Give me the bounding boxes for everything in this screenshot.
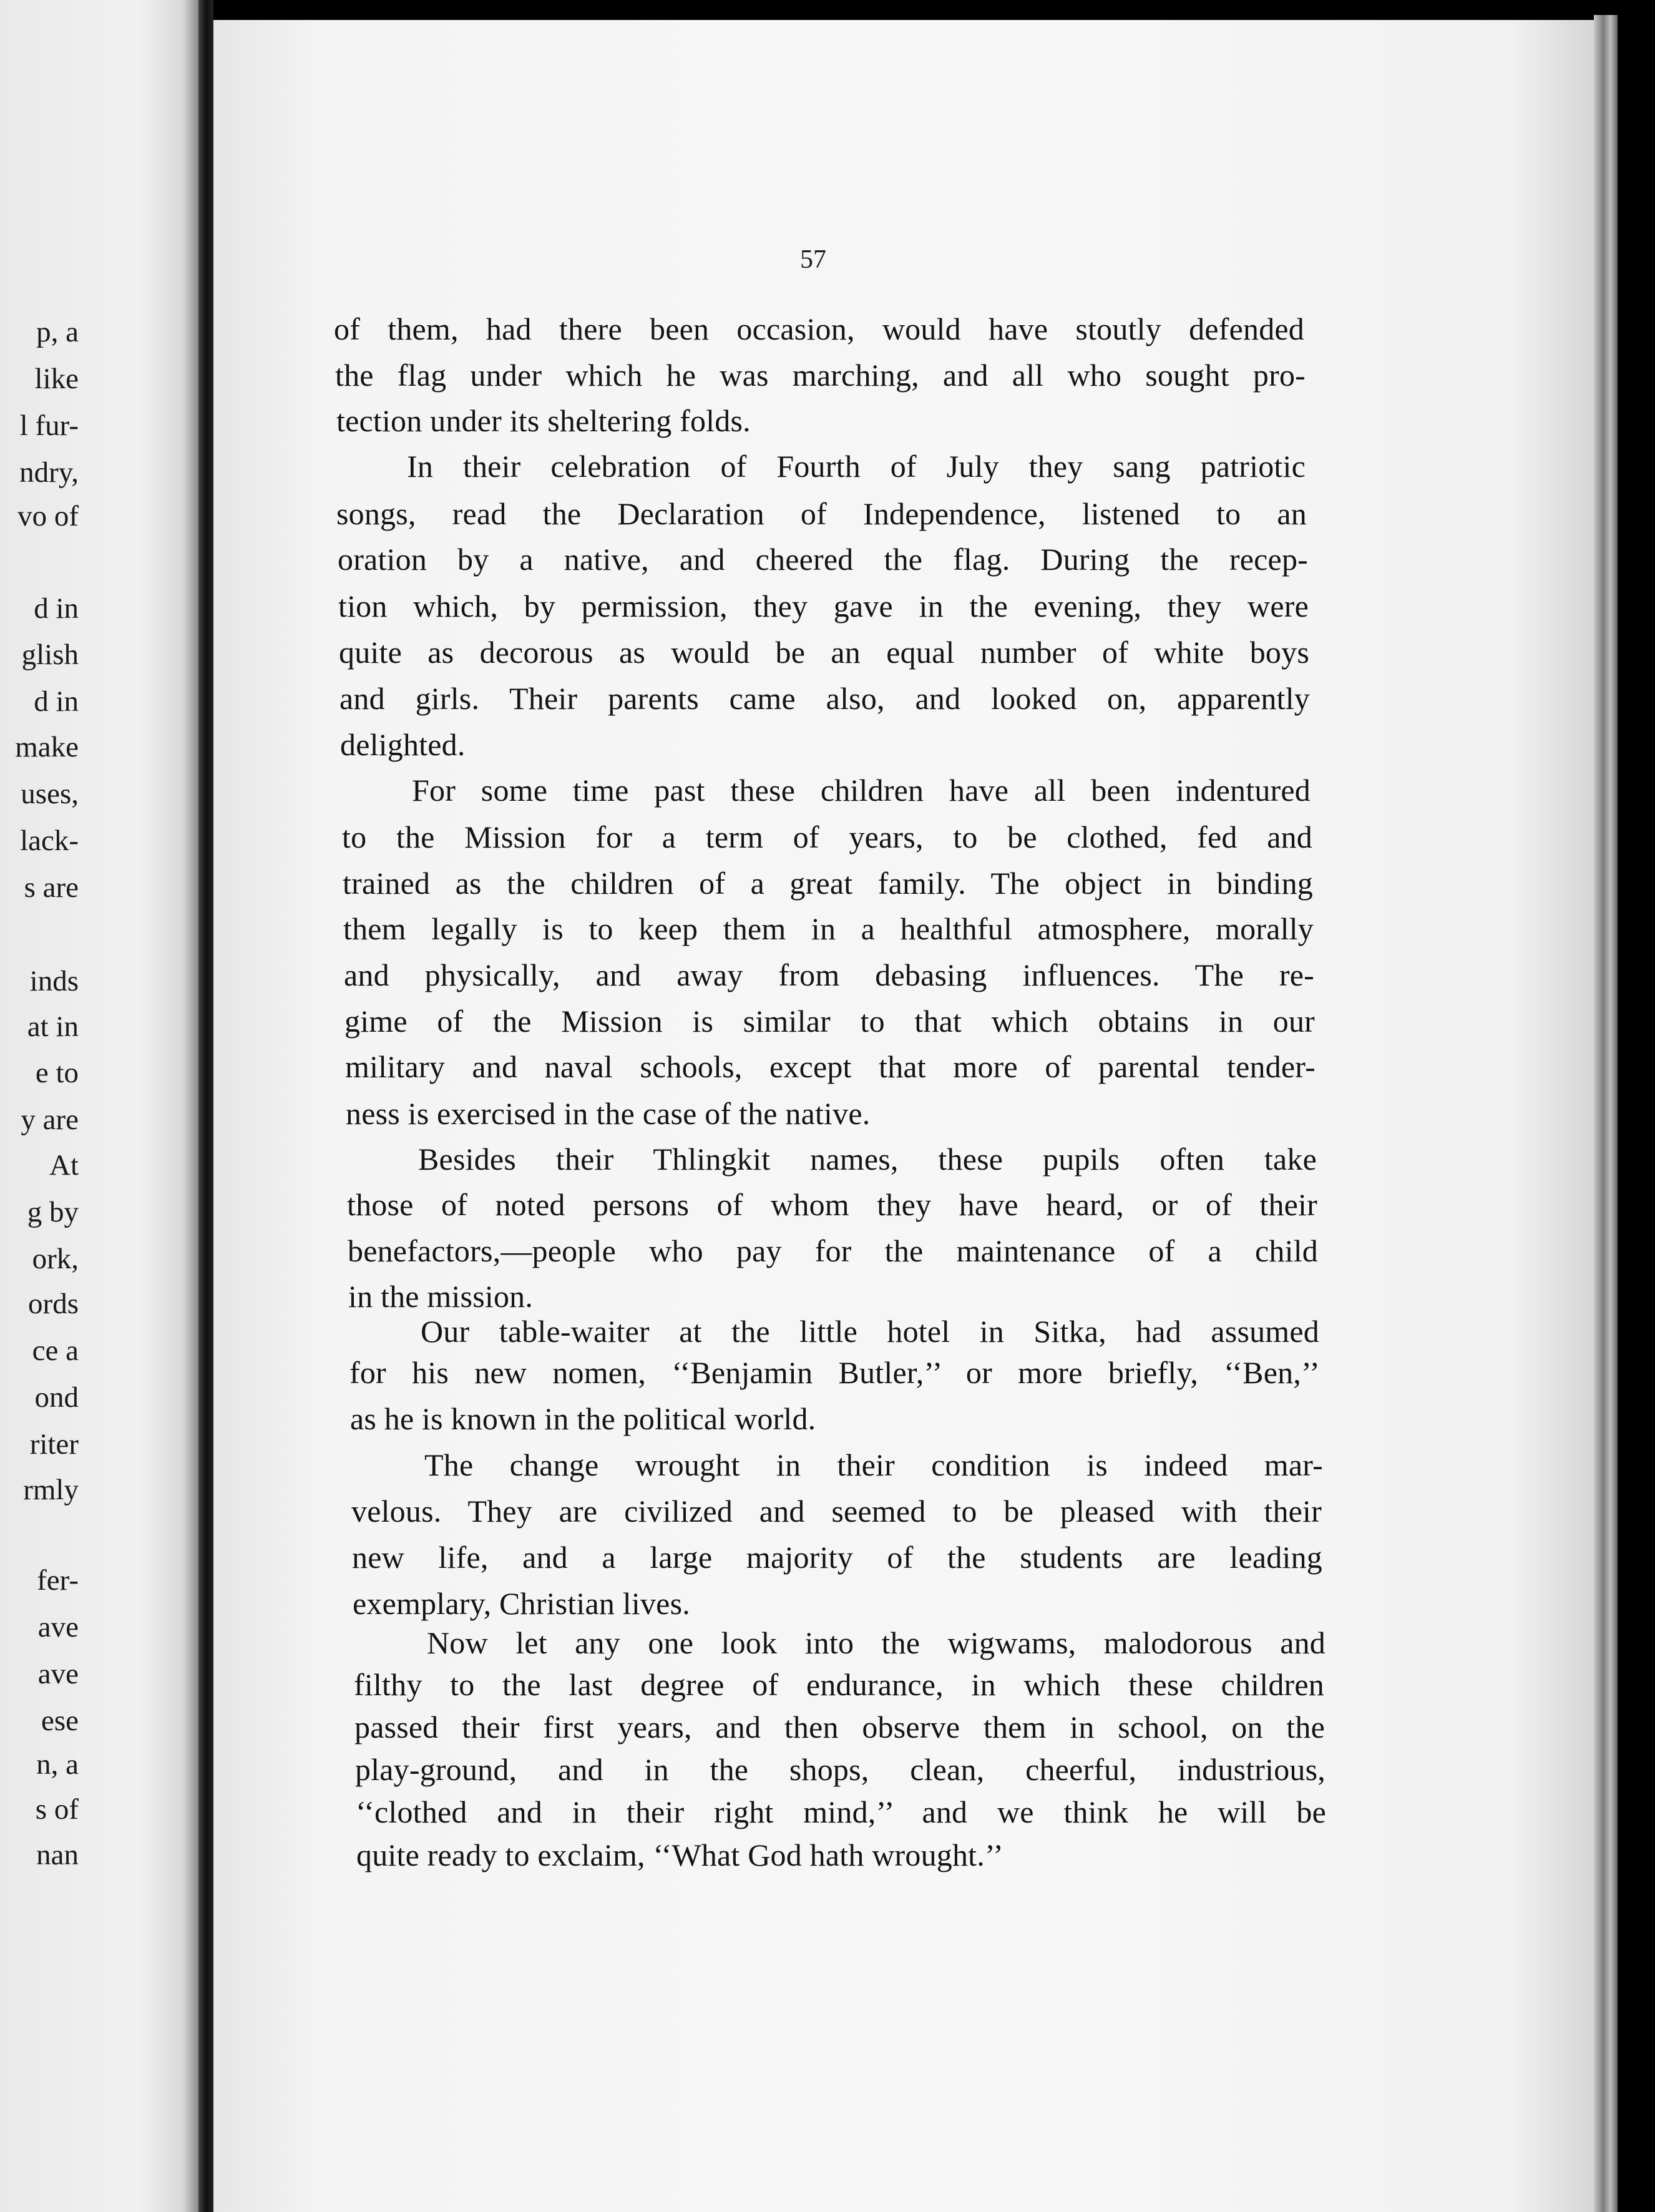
left-page-fragment: nan [36, 1839, 79, 1871]
text-line: In their celebration of Fourth of July they sang patriotic [407, 449, 1306, 484]
left-page-fragment: s of [35, 1793, 79, 1826]
text-line: gime of the Mission is similar to that which obtains in our [344, 1004, 1315, 1039]
text-line: and girls. Their parents came also, and looked on, apparently [339, 681, 1310, 716]
text-line: tection under its sheltering folds. [336, 403, 751, 438]
text-line: as he is known in the political world. [350, 1401, 816, 1436]
left-page-fragment: glish [21, 639, 79, 671]
text-line: tion which, by permission, they gave in the evening, they were [338, 589, 1309, 624]
text-line: The change wrought in their condition is indeed mar- [424, 1447, 1323, 1482]
left-page-fragment: At [49, 1149, 79, 1182]
text-line: of them, had there been occasion, would have stoutly defended [334, 311, 1304, 346]
text-line: those of noted persons of whom they have heard, or of their [347, 1187, 1317, 1222]
left-page-fragment: p, a [36, 316, 79, 348]
text-line: filthy to the last degree of endurance, in which these children [354, 1667, 1324, 1702]
text-line: benefactors,—people who pay for the maintenance of a child [348, 1233, 1318, 1268]
book-gutter [198, 0, 213, 2212]
left-page-fragment: ond [34, 1381, 79, 1414]
left-page-fragment: s are [24, 871, 79, 904]
page-edge [1594, 15, 1618, 2212]
text-line: Our table-waiter at the little hotel in Sitka, had assumed [421, 1314, 1319, 1349]
text-line: play-ground, and in the shops, clean, cheerful, industrious, [355, 1752, 1325, 1787]
text-line: passed their first years, and then observe them in school, on the [354, 1710, 1325, 1745]
left-page-fragment: lack- [20, 825, 79, 857]
left-page-fragment: d in [34, 685, 79, 718]
text-line: ness is exercised in the case of the native. [346, 1096, 871, 1131]
page-number: 57 [800, 245, 826, 274]
left-page-fragment: at in [27, 1011, 79, 1043]
text-line: trained as the children of a great family. The object in binding [343, 866, 1313, 901]
left-page-fragment: fer- [37, 1564, 79, 1597]
left-page-fragment: like [34, 363, 79, 395]
text-line: Now let any one look into the wigwams, malodorous and [427, 1625, 1325, 1660]
left-page-fragment: n, a [36, 1748, 79, 1781]
left-page-fragment: ce a [32, 1334, 79, 1367]
text-line: military and naval schools, except that more of parental tender- [345, 1049, 1316, 1084]
left-page-fragment: make [15, 731, 79, 763]
left-page-fragment: vo of [17, 500, 79, 532]
text-line: exemplary, Christian lives. [353, 1586, 690, 1621]
left-page-fragment: ords [28, 1288, 79, 1320]
left-page-fragment: e to [35, 1057, 79, 1089]
text-line: them legally is to keep them in a healthful atmosphere, morally [343, 911, 1314, 946]
text-line: oration by a native, and cheered the flag. During the recep- [338, 542, 1308, 577]
text-line: to the Mission for a term of years, to be clothed, fed and [342, 820, 1312, 854]
text-line: in the mission. [348, 1279, 534, 1314]
left-page-fragment: riter [29, 1428, 79, 1461]
left-page-fragment: ndry, [19, 456, 79, 489]
text-line: for his new nomen, ‘‘Benjamin Butler,’’ or more briefly, ‘‘Ben,’’ [349, 1355, 1320, 1390]
left-page-fragment: ave [37, 1658, 79, 1690]
left-page-fragment: ese [41, 1705, 79, 1737]
left-page-fragment: g by [27, 1196, 79, 1228]
left-page-fragment: d in [34, 592, 79, 625]
text-line: delighted. [340, 727, 466, 762]
text-line: new life, and a large majority of the students are leading [352, 1540, 1322, 1575]
text-line: songs, read the Declaration of Independence, listened to an [336, 496, 1307, 531]
left-page-fragment: rmly [23, 1474, 79, 1506]
previous-page [0, 0, 198, 2212]
left-page-fragment: l fur- [19, 409, 79, 442]
left-page-fragment: ave [37, 1611, 79, 1643]
text-line: and physically, and away from debasing influences. The re- [344, 957, 1314, 992]
text-line: quite ready to exclaim, ‘‘What God hath wrought.’’ [356, 1838, 1003, 1872]
text-line: ‘‘clothed and in their right mind,’’ and we think he will be [356, 1794, 1326, 1829]
text-line: velous. They are civilized and seemed to be pleased with their [351, 1494, 1322, 1529]
text-line: the flag under which he was marching, and all who sought pro- [335, 358, 1306, 393]
text-line: For some time past these children have all been indentured [412, 773, 1311, 808]
left-page-fragment: uses, [21, 778, 79, 810]
left-page-fragment: inds [29, 965, 79, 997]
text-line: quite as decorous as would be an equal number of white boys [339, 635, 1309, 670]
left-page-fragment: y are [21, 1104, 79, 1136]
left-page-fragment: ork, [32, 1243, 79, 1275]
text-line: Besides their Thlingkit names, these pupils often take [418, 1142, 1317, 1177]
